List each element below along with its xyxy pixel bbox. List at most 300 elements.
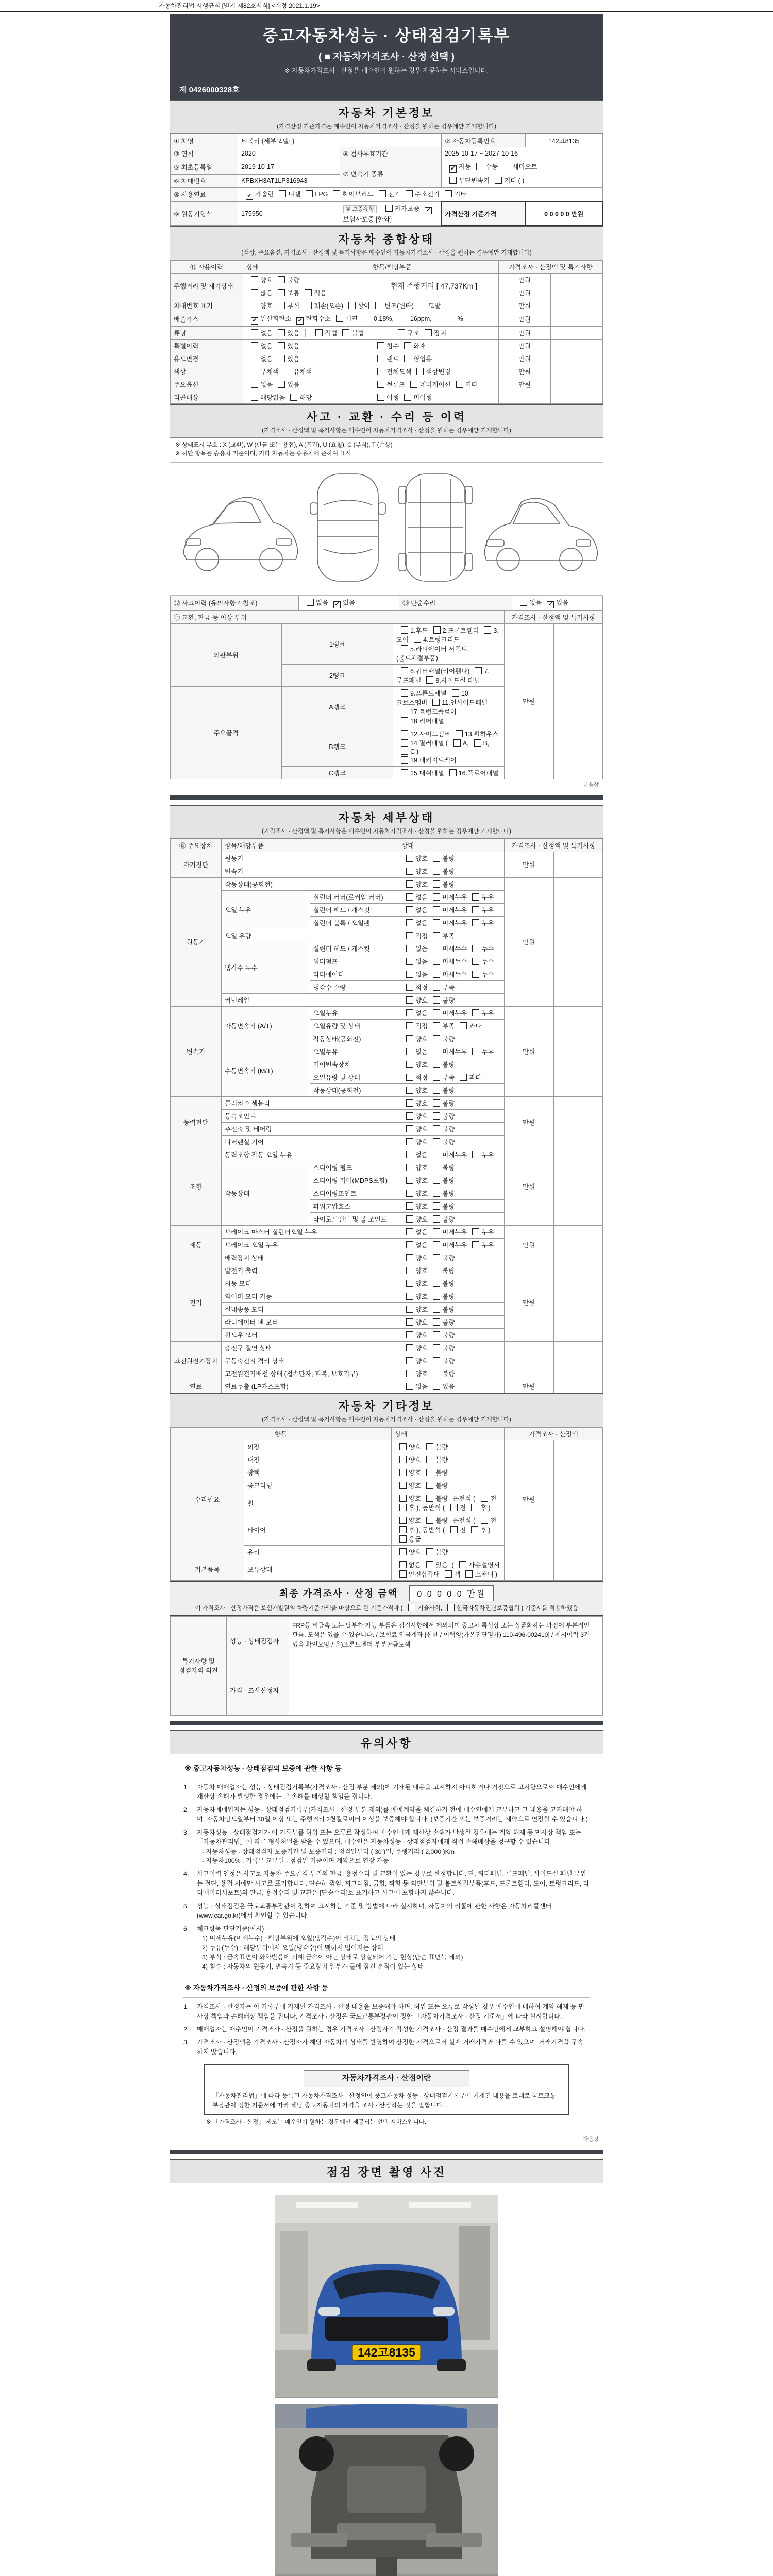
checkbox[interactable] [433,1151,440,1158]
checkbox[interactable] [472,893,479,901]
checkbox[interactable] [406,1306,413,1313]
checkbox[interactable] [475,667,482,674]
checkbox[interactable] [375,302,382,309]
item-label: 워터펌프 [310,955,398,968]
checkbox[interactable] [433,868,440,875]
checkbox[interactable] [495,177,502,184]
checkbox[interactable] [406,1331,413,1338]
checkbox[interactable] [278,302,285,309]
checkbox[interactable] [472,906,479,913]
price-note-cell[interactable] [551,391,603,404]
checkbox[interactable] [433,1202,440,1210]
notice-item-text: 매매업자는 매수인이 가격조사 · 산정을 원하는 경우 가격조사 · 산정자가 작성한 가격조사 · 산정 결과를 매수인에게 교부하고 설명해야 합니다. [197,2025,586,2033]
checkbox[interactable] [433,1344,440,1351]
checkbox[interactable] [406,1202,413,1210]
price-note-cell[interactable] [553,1225,603,1264]
checkbox[interactable] [399,1443,407,1450]
item-label: 추진축 및 베어링 [222,1122,398,1135]
checkbox[interactable] [433,958,440,965]
checkbox[interactable] [305,289,312,296]
checkbox[interactable] [251,368,258,375]
checkbox[interactable] [433,1306,440,1313]
checkbox-label: 불량 [442,1138,455,1146]
checkbox[interactable] [472,1048,479,1055]
checkbox-label: 불량 [442,1344,455,1352]
checkbox[interactable] [433,1293,440,1300]
checkbox[interactable] [406,1267,413,1274]
section-subtitle: (가격산정 기준가격은 매수인이 자동차가격조사 · 산정을 원하는 경우에만 기재합니다) [277,124,496,130]
checkbox[interactable] [406,880,413,888]
text: ) [488,1526,491,1534]
checkbox-label: 없음 [415,1048,428,1056]
checkbox[interactable] [433,880,440,888]
checkbox[interactable] [472,1228,479,1235]
checkbox[interactable] [433,1190,440,1197]
checkbox[interactable] [433,1228,440,1235]
checkbox-label: 전 [460,1526,466,1534]
checkbox[interactable] [452,689,459,697]
text: ), 동반석 ( [416,1504,445,1512]
checkbox[interactable]: ✔ [246,193,253,200]
checkbox[interactable] [406,932,413,939]
checkbox[interactable] [406,1061,413,1068]
checkbox[interactable] [401,667,408,674]
checkbox[interactable] [401,730,408,737]
checkbox-label: 불법 [351,329,364,337]
checkbox[interactable] [426,1548,433,1555]
section-photos-header [170,2159,603,2183]
notice-item-text: 자동차성능 · 상태점검자가 이 기록부를 허위 또는 오류로 작성하여 매수인에게 재산상 손해가 발생한 경우에는 계약 해제 등 민사상 책임 또는 「자동차관리법」에 따른 형사처벌을 받을 수 있으며, 매수인은 자동차성능 · 상태점검자에게 직접 손해배상을 청구할 수 있습니다. - 자동차성능 · 상태점검자 보증기간 및 보증거리 : 점검일부터 ( 30 )일, 주행거리 ( 2,000 )Km - 자동차100% : 기록부 교부일 · 점검일 기준이며 계약으로 연장 가능 [197,1828,582,1865]
checkbox[interactable] [433,996,440,1004]
checkbox[interactable]: ✔ [333,601,341,608]
checkbox-label: 6.쿼터패널(리어휀다) [410,667,470,675]
checkbox[interactable] [472,919,479,926]
checkbox[interactable] [433,855,440,862]
table-row [171,134,603,147]
status-options [398,1019,505,1032]
checkbox[interactable] [433,1254,440,1261]
checkbox[interactable] [445,1570,452,1578]
checkbox[interactable] [315,329,323,336]
checkbox[interactable] [406,1370,413,1377]
checkbox-label: 양호 [409,1517,422,1524]
checkbox[interactable] [433,1215,440,1223]
price-note-cell[interactable] [553,1148,603,1225]
checkbox-label: 양호 [415,1061,428,1069]
checkbox[interactable] [385,205,393,212]
checkbox[interactable] [426,1443,433,1450]
checkbox-label: 없음 [316,599,329,606]
checkbox[interactable]: ✔ [296,317,304,325]
checkbox[interactable] [460,1074,467,1081]
device-label: 제동 [171,1225,222,1264]
checkbox[interactable] [433,1035,440,1042]
notice-item-text: 가격조사 · 산정자는 이 기록부에 기재된 가격조사 · 산정 내용을 보증해야 하며, 허위 또는 오류로 작성된 경우 매수인에 대하여 계약 해제 등 민사상 책임과 손해배상 책임을 집니다. 가격조사 · 산정은 국토교통부장관이 정한 「자동차가격조사 · 산정 기준서」에 따라 실시합니다. [197,2003,584,2020]
checkbox[interactable] [433,1267,440,1274]
checkbox[interactable] [449,769,457,776]
item-label: 내장 [244,1453,392,1466]
checkbox[interactable] [453,739,461,747]
checkbox[interactable]: ✔ [449,165,457,173]
checkbox[interactable] [401,717,408,724]
checkbox[interactable] [471,1504,478,1511]
checkbox-label: 전기 [388,190,400,198]
price-note-cell[interactable] [551,340,603,352]
checkbox[interactable] [399,1548,407,1555]
status-options [398,1354,505,1367]
checkbox[interactable] [278,289,285,296]
checkbox[interactable] [406,1035,413,1042]
checkbox[interactable] [450,1526,458,1533]
checkbox[interactable] [406,958,413,965]
checkbox[interactable] [406,1280,413,1287]
checkbox[interactable] [474,739,481,747]
checkbox[interactable] [447,1604,455,1611]
checkbox[interactable] [449,177,457,184]
checkbox[interactable] [433,945,440,952]
checkbox[interactable] [406,1022,413,1029]
checkbox[interactable] [472,1009,479,1016]
checkbox[interactable] [433,1164,440,1171]
checkbox[interactable] [379,190,386,197]
price-note-cell[interactable] [551,326,603,340]
checkbox[interactable] [406,1241,413,1248]
symbol-legend: ※ 상태표시 부호 : X (교환), W (판금 또는 용접), A (흠집), U (요철), C (부식), T (손상) [175,442,393,449]
item-label: 브레이크 오일 누유 [222,1238,398,1251]
checkbox[interactable] [406,1344,413,1351]
price-note-cell[interactable] [553,623,603,779]
checkbox[interactable] [406,984,413,991]
checkbox[interactable] [445,190,452,197]
checkbox[interactable] [426,1495,433,1502]
checkbox[interactable] [251,381,258,388]
checkbox[interactable] [481,1495,488,1502]
checkbox[interactable] [433,1357,440,1364]
checkbox[interactable] [251,394,258,401]
checkbox[interactable] [406,1125,413,1132]
checkbox-label: 양호 [415,1344,428,1352]
price-note-cell[interactable] [551,352,603,365]
checkbox[interactable] [401,756,408,764]
checkbox[interactable] [399,1456,407,1463]
checkbox[interactable] [401,748,408,755]
checkbox[interactable] [399,1526,407,1533]
document-title: 중고자동차성능 · 상태점검기록부 [262,27,511,45]
checkbox[interactable] [279,190,286,197]
checkbox-label: 양호 [409,1495,422,1502]
table-row [171,852,603,865]
checkbox[interactable] [278,276,285,283]
item-label: 오일 유량 [222,929,398,942]
checkbox[interactable] [251,329,258,336]
checkbox[interactable] [426,1456,433,1463]
checkbox[interactable] [305,302,312,309]
checkbox[interactable] [484,626,491,634]
checkbox[interactable]: ✔ [251,317,258,325]
checkbox[interactable] [398,329,405,336]
checkbox-label: 미세누유 [442,1241,467,1249]
section-divider [170,1721,603,1725]
checkbox[interactable] [401,645,408,652]
checkbox[interactable] [377,381,384,388]
checkbox[interactable] [404,394,411,401]
checkbox[interactable] [406,190,413,197]
checkbox[interactable] [426,1561,433,1568]
text: ), 동반석 ( [416,1526,445,1534]
checkbox[interactable] [503,163,510,170]
checkbox[interactable] [404,355,411,362]
checkbox[interactable] [472,971,479,978]
price-note-cell[interactable] [553,1264,603,1341]
checkbox[interactable] [416,368,424,375]
price-note-cell[interactable] [551,312,603,326]
accident-history-label: ⑫ 사고이력 (유의사항 4.참조) [171,596,299,610]
price-note-cell[interactable] [553,1440,603,1558]
status-options [392,1545,505,1558]
checkbox[interactable] [433,919,440,926]
checkbox[interactable] [433,1241,440,1248]
checkbox[interactable] [406,945,413,952]
checkbox[interactable] [399,1535,407,1543]
checkbox[interactable] [401,739,408,747]
device-label: 전기 [171,1264,222,1341]
checkbox-label: 불량 [442,855,455,862]
checkbox[interactable] [433,1009,440,1016]
checkbox[interactable] [406,1138,413,1145]
checkbox[interactable] [278,355,285,362]
checkbox[interactable] [406,1048,413,1055]
checkbox[interactable] [251,289,258,296]
checkbox[interactable] [433,1331,440,1338]
checkbox[interactable] [406,1074,413,1081]
checkbox[interactable] [433,1112,440,1120]
checkbox[interactable] [251,355,258,362]
checkbox[interactable] [284,368,291,375]
checkbox[interactable] [406,996,413,1004]
checkbox[interactable]: ✔ [547,601,554,608]
price-note-cell[interactable] [553,852,603,877]
price-note-cell[interactable] [553,1341,603,1380]
checkbox[interactable] [307,599,314,606]
checkbox[interactable] [377,394,384,401]
checkbox[interactable] [306,190,313,197]
inspector-opinion-table [170,1616,603,1716]
checkbox[interactable] [333,190,340,197]
checkbox[interactable] [406,919,413,926]
checkbox[interactable] [377,355,384,362]
checkbox[interactable] [425,329,432,336]
checkbox[interactable] [433,1022,440,1029]
checkbox[interactable] [456,381,463,388]
price-note-cell[interactable] [553,1006,603,1096]
checkbox[interactable] [399,1561,407,1568]
checkbox[interactable] [471,1526,478,1533]
checkbox[interactable] [399,1469,407,1476]
checkbox[interactable] [399,1482,407,1489]
checkbox[interactable] [406,1099,413,1107]
checkbox[interactable] [406,1318,413,1326]
checkbox[interactable] [251,342,258,349]
checkbox[interactable] [406,1215,413,1223]
item-label: 작동상태(공회전) [222,877,398,890]
price-note-cell[interactable] [551,365,603,378]
checkbox[interactable] [404,342,411,349]
checkbox[interactable] [401,626,408,634]
checkbox-label: 미세누수 [442,958,467,965]
checkbox[interactable] [456,730,463,737]
checkbox[interactable] [426,1482,433,1489]
field-label: ① 차명 [171,134,238,147]
checkbox[interactable]: ✔ [425,207,432,214]
checkbox[interactable] [406,1383,413,1390]
checkbox-label: 부족 [442,984,455,991]
price-option-title: ( ■ 자동차가격조사 · 산정 선택 ) [318,52,455,62]
checkbox-label: 수동 [485,163,498,171]
checkbox[interactable] [460,1022,467,1029]
table-row [171,1341,603,1354]
checkbox[interactable] [406,1228,413,1235]
price-note-cell[interactable] [553,1380,603,1393]
section-subtitle: (가격조사 · 산정액 및 특기사항은 매수인이 자동차가격조사 · 산정을 원하는 경우에만 기재합니다) [262,428,511,434]
checkbox[interactable] [290,394,297,401]
checkbox-label: 적정 [415,984,428,991]
checkbox[interactable] [251,276,258,283]
checkbox[interactable] [406,1357,413,1364]
checkbox[interactable] [399,1504,407,1511]
checkbox[interactable] [406,906,413,913]
checkbox[interactable] [472,1241,479,1248]
checkbox[interactable] [520,599,527,606]
checkbox[interactable] [408,1604,415,1611]
checkbox[interactable] [401,689,408,697]
checkbox[interactable] [406,971,413,978]
checkbox[interactable] [406,1164,413,1171]
price-note-cell[interactable] [551,273,603,299]
checkbox[interactable] [419,302,426,309]
price-cell: 만원 [499,365,551,378]
checkbox[interactable] [410,381,417,388]
checkbox[interactable] [426,1469,433,1476]
checkbox-label: 12.사이드멤버 [410,730,450,738]
checkbox-label: 미세누유 [442,919,467,927]
status-options [243,352,369,365]
checkbox[interactable] [450,1504,458,1511]
status-options [398,1225,505,1238]
checkbox-label: 없음 [415,1009,428,1017]
checkbox-label: 7.루프패널 [396,667,490,684]
checkbox[interactable] [406,1112,413,1120]
price-note-cell[interactable] [551,378,603,391]
checkbox[interactable] [433,1370,440,1377]
checkbox[interactable] [401,708,408,715]
checkbox[interactable] [399,1495,407,1502]
checkbox[interactable] [433,1074,440,1081]
checkbox[interactable] [377,342,384,349]
checkbox[interactable] [278,329,285,336]
checkbox[interactable] [377,368,384,375]
checkbox[interactable] [433,626,441,634]
checkbox[interactable] [465,1570,473,1578]
table-row [171,340,603,352]
checkbox[interactable] [433,971,440,978]
checkbox[interactable] [433,1177,440,1184]
checkbox-label: 없음 [260,329,273,337]
checkbox[interactable] [472,945,479,952]
checkbox-label: 없음 [260,355,273,363]
price-note-cell[interactable] [553,877,603,1006]
checkbox[interactable] [481,1517,488,1524]
checkbox[interactable] [336,315,343,322]
field-label: ⑥ 차대번호 [171,174,238,187]
checkbox[interactable] [433,1087,440,1094]
checkbox[interactable] [433,1318,440,1326]
price-cell: 만원 [505,1264,554,1341]
checkbox-label: 1.후드 [410,626,428,634]
checkbox[interactable] [459,1561,466,1568]
checkbox[interactable] [399,1517,407,1524]
checkbox[interactable] [342,329,349,336]
checkbox[interactable] [414,636,421,643]
price-note-cell[interactable] [553,1558,603,1580]
checkbox[interactable] [426,676,433,684]
notice-item-text: 가격조사 · 산정액은 가격조사 · 산정자가 해당 자동차의 상태를 반영하여 산정한 가격으로서 실제 거래가격과 다를 수 있으며, 거래가격을 구속하지 않습니다. [197,2039,584,2056]
checkbox[interactable] [406,1009,413,1016]
checkbox[interactable] [406,1190,413,1197]
checkbox[interactable] [406,1293,413,1300]
appraiser-opinion-text[interactable] [289,1666,603,1715]
checkbox[interactable] [433,1125,440,1132]
checkbox[interactable] [406,868,413,875]
checkbox-label: 불량 [442,1306,455,1313]
status-options [398,1109,505,1122]
basis-note: ※ 하단 항목은 승용차 기준이며, 기타 자동차는 승용차에 준하여 표시 [175,451,351,457]
checkbox[interactable] [406,893,413,901]
checkbox[interactable] [433,893,440,901]
checkbox[interactable] [406,855,413,862]
checkbox[interactable] [476,163,483,170]
price-note-cell[interactable] [551,299,603,312]
checkbox[interactable] [433,1061,440,1068]
base-price-value: 0 0 0 0 0 만원 [526,202,603,226]
checkbox[interactable] [433,906,440,913]
checkbox[interactable] [472,1151,479,1158]
checkbox[interactable] [406,1087,413,1094]
checkbox[interactable] [433,1099,440,1107]
checkbox[interactable] [278,342,285,349]
checkbox[interactable] [472,958,479,965]
checkbox[interactable] [433,1383,440,1390]
checkbox[interactable] [251,302,258,309]
checkbox-label: 디젤 [288,190,301,198]
checkbox[interactable] [433,984,440,991]
checkbox[interactable] [406,1151,413,1158]
checkbox[interactable] [432,699,440,706]
checkbox[interactable] [433,1280,440,1287]
checkbox[interactable] [406,1254,413,1261]
checkbox[interactable] [433,932,440,939]
checkbox[interactable] [401,769,408,776]
checkbox[interactable] [433,1048,440,1055]
checkbox-label: 불량 [442,1370,455,1378]
checkbox[interactable] [426,1517,433,1524]
checkbox[interactable] [399,1570,407,1578]
checkbox-label: 불량 [435,1482,448,1489]
checkbox[interactable] [278,381,285,388]
checkbox[interactable] [406,1177,413,1184]
price-note-cell[interactable] [553,1096,603,1148]
checkbox[interactable] [348,302,356,309]
checkbox[interactable] [433,1138,440,1145]
